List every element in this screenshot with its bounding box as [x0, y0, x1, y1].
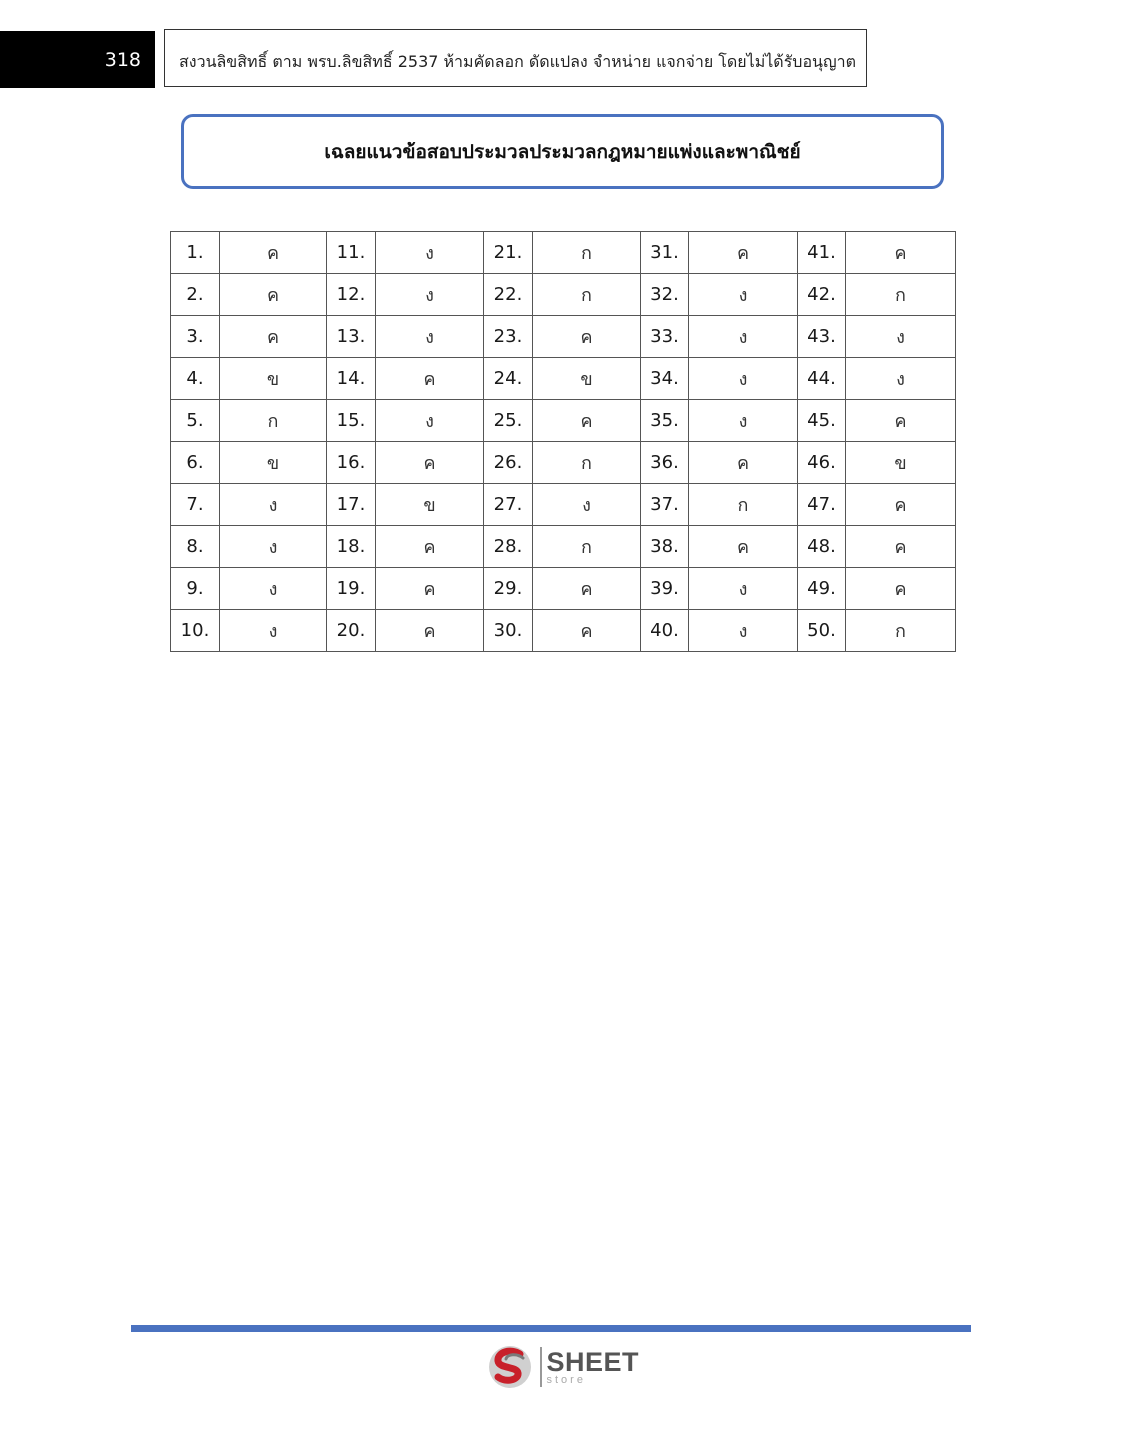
- question-number: 6.: [171, 442, 220, 484]
- answer-choice: ข: [220, 442, 327, 484]
- answer-choice: ค: [846, 484, 956, 526]
- question-number: 50.: [798, 610, 846, 652]
- question-number: 44.: [798, 358, 846, 400]
- table-row: [171, 358, 956, 400]
- sheet-store-logo-icon: [487, 1344, 533, 1390]
- question-number: 4.: [171, 358, 220, 400]
- question-number: 15.: [327, 400, 376, 442]
- question-number: 30.: [484, 610, 533, 652]
- question-number: 11.: [327, 232, 376, 274]
- question-number: 21.: [484, 232, 533, 274]
- answer-choice: ง: [689, 316, 798, 358]
- question-number: 43.: [798, 316, 846, 358]
- page-title: เฉลยแนวข้อสอบประมวลประมวลกฎหมายแพ่งและพาณิชย์: [181, 114, 944, 189]
- question-number: 28.: [484, 526, 533, 568]
- question-number: 9.: [171, 568, 220, 610]
- answer-choice: ข: [533, 358, 641, 400]
- answer-choice: ง: [376, 232, 484, 274]
- question-number: 14.: [327, 358, 376, 400]
- question-number: 45.: [798, 400, 846, 442]
- question-number: 49.: [798, 568, 846, 610]
- question-number: 17.: [327, 484, 376, 526]
- answer-choice: ง: [846, 316, 956, 358]
- answer-choice: ก: [846, 274, 956, 316]
- answer-choice: ง: [376, 274, 484, 316]
- answer-choice: ค: [376, 610, 484, 652]
- question-number: 2.: [171, 274, 220, 316]
- answer-choice: ข: [846, 442, 956, 484]
- answer-choice: ค: [533, 400, 641, 442]
- answer-choice: ข: [220, 358, 327, 400]
- table-row: [171, 484, 956, 526]
- question-number: 3.: [171, 316, 220, 358]
- question-number: 19.: [327, 568, 376, 610]
- answer-choice: ง: [689, 358, 798, 400]
- question-number: 32.: [641, 274, 689, 316]
- question-number: 20.: [327, 610, 376, 652]
- question-number: 18.: [327, 526, 376, 568]
- answer-choice: ค: [376, 568, 484, 610]
- question-number: 42.: [798, 274, 846, 316]
- answer-choice: ค: [689, 526, 798, 568]
- question-number: 1.: [171, 232, 220, 274]
- answer-choice: ค: [689, 442, 798, 484]
- answer-choice: ค: [689, 232, 798, 274]
- question-number: 35.: [641, 400, 689, 442]
- answer-choice: ง: [220, 484, 327, 526]
- answer-choice: ง: [376, 400, 484, 442]
- answer-choice: ง: [376, 316, 484, 358]
- table-row: [171, 610, 956, 652]
- answer-choice: ง: [220, 568, 327, 610]
- copyright-notice: สงวนลิขสิทธิ์ ตาม พรบ.ลิขสิทธิ์ 2537 ห้ามคัดลอก ดัดแปลง จำหน่าย แจกจ่าย โดยไม่ได้รับอนุญาต: [164, 29, 867, 87]
- answer-choice: ค: [376, 442, 484, 484]
- answer-choice: ค: [846, 568, 956, 610]
- logo-divider: [540, 1347, 542, 1387]
- question-number: 38.: [641, 526, 689, 568]
- question-number: 39.: [641, 568, 689, 610]
- question-number: 40.: [641, 610, 689, 652]
- question-number: 10.: [171, 610, 220, 652]
- answer-choice: ก: [846, 610, 956, 652]
- answer-choice: ค: [846, 400, 956, 442]
- answer-choice: ค: [220, 316, 327, 358]
- logo-brand-text: SHEET: [546, 1346, 640, 1377]
- question-number: 41.: [798, 232, 846, 274]
- question-number: 5.: [171, 400, 220, 442]
- answer-choice: ง: [533, 484, 641, 526]
- question-number: 46.: [798, 442, 846, 484]
- table-row: [171, 568, 956, 610]
- question-number: 25.: [484, 400, 533, 442]
- question-number: 47.: [798, 484, 846, 526]
- answer-choice: ค: [846, 232, 956, 274]
- answer-choice: ข: [376, 484, 484, 526]
- answer-key-table: [170, 231, 956, 652]
- question-number: 36.: [641, 442, 689, 484]
- answer-choice: ค: [376, 526, 484, 568]
- question-number: 48.: [798, 526, 846, 568]
- question-number: 26.: [484, 442, 533, 484]
- answer-choice: ง: [846, 358, 956, 400]
- question-number: 12.: [327, 274, 376, 316]
- sheet-store-logo: [487, 1344, 639, 1390]
- question-number: 7.: [171, 484, 220, 526]
- question-number: 27.: [484, 484, 533, 526]
- table-row: [171, 526, 956, 568]
- question-number: 33.: [641, 316, 689, 358]
- question-number: 8.: [171, 526, 220, 568]
- table-row: [171, 274, 956, 316]
- answer-choice: ค: [846, 526, 956, 568]
- question-number: 31.: [641, 232, 689, 274]
- question-number: 34.: [641, 358, 689, 400]
- answer-choice: ค: [533, 568, 641, 610]
- table-row: [171, 400, 956, 442]
- question-number: 23.: [484, 316, 533, 358]
- page-number: 318: [0, 31, 155, 88]
- answer-choice: ก: [220, 400, 327, 442]
- question-number: 22.: [484, 274, 533, 316]
- table-row: [171, 442, 956, 484]
- answer-choice: ก: [533, 232, 641, 274]
- question-number: 37.: [641, 484, 689, 526]
- table-row: [171, 232, 956, 274]
- answer-choice: ง: [689, 568, 798, 610]
- answer-choice: ก: [533, 526, 641, 568]
- answer-choice: ค: [220, 232, 327, 274]
- answer-choice: ก: [533, 274, 641, 316]
- question-number: 29.: [484, 568, 533, 610]
- answer-choice: ง: [689, 610, 798, 652]
- answer-choice: ง: [220, 526, 327, 568]
- answer-choice: ค: [533, 316, 641, 358]
- answer-choice: ก: [533, 442, 641, 484]
- answer-choice: ง: [220, 610, 327, 652]
- table-row: [171, 316, 956, 358]
- answer-choice: ค: [220, 274, 327, 316]
- answer-choice: ค: [376, 358, 484, 400]
- answer-choice: ก: [689, 484, 798, 526]
- question-number: 24.: [484, 358, 533, 400]
- answer-choice: ง: [689, 274, 798, 316]
- footer-rule: [131, 1325, 971, 1332]
- question-number: 13.: [327, 316, 376, 358]
- answer-choice: ค: [533, 610, 641, 652]
- answer-choice: ง: [689, 400, 798, 442]
- logo-sub-text: store: [546, 1373, 586, 1386]
- question-number: 16.: [327, 442, 376, 484]
